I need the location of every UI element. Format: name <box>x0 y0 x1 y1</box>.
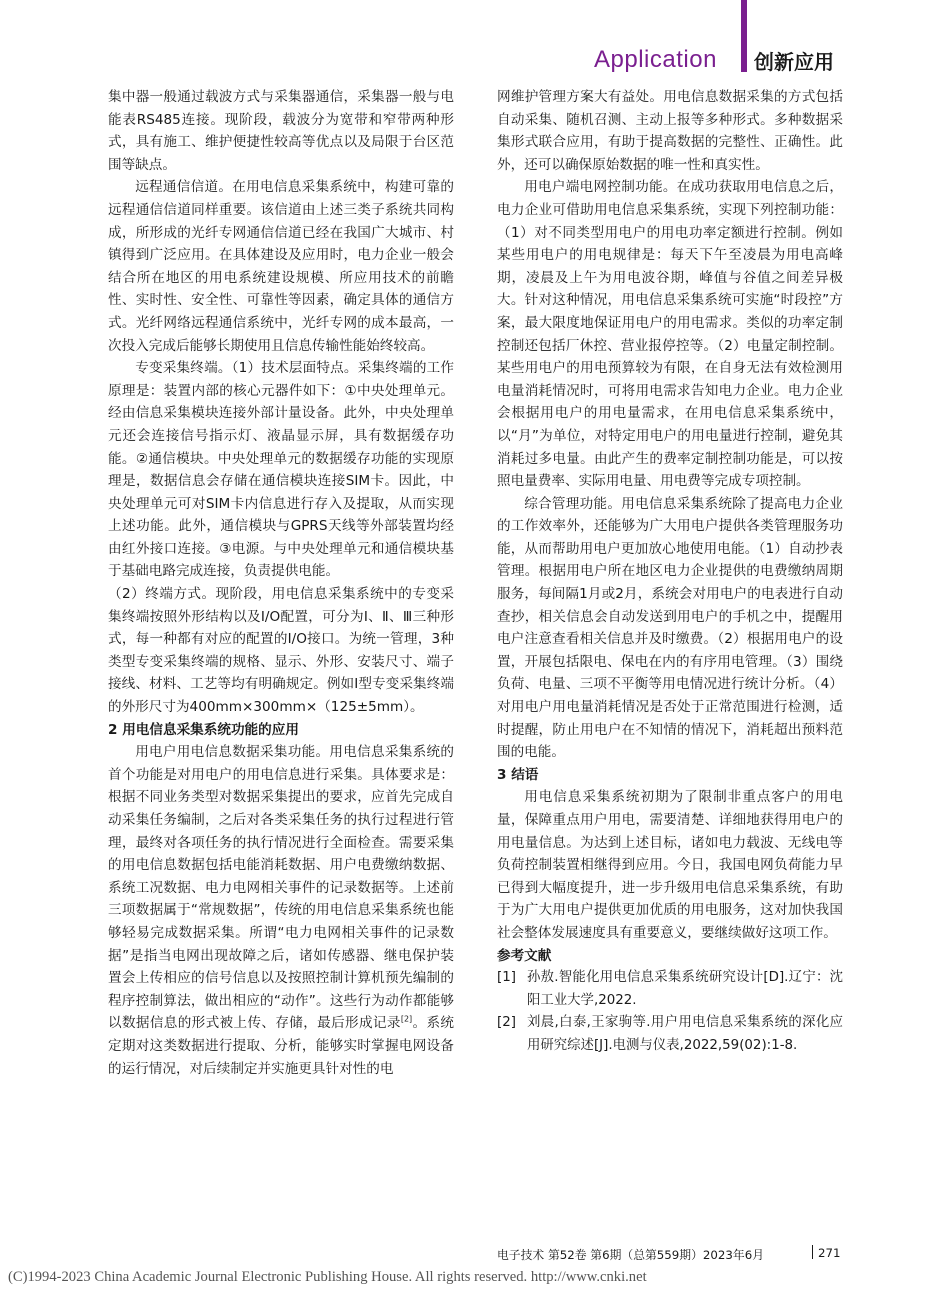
header-accent-bar <box>741 0 747 72</box>
reference-number: [1] <box>497 970 516 986</box>
paragraph-special-terminal: 专变采集终端。（1）技术层面特点。采集终端的工作原理是：装置内部的核心元器件如下：①中央处理单元。经由信息采集模块连接外部计量设备。此外，中央处理单元还会连接信号指示灯、液晶显示屏，具有数据缓存功能。②通信模块。中央处理单元的数据缓存功能的实现原理是，数据信息会存储在通信模块连接SIM卡。因此，中央处理单元可对SIM卡内信息进行存入及提取，从而实现上述功能。此外，通信模块与GPRS天线等外部装置均经由红外接口连接。③电源。与中央处理单元和通信模块基于基础电路完成连接，负责提供电能。 <box>108 360 454 580</box>
paragraph-grid-control: 用电户端电网控制功能。在成功获取用电信息之后，电力企业可借助用电信息采集系统，实现下列控制功能：（1）对不同类型用电户的用电功率定额进行控制。例如某些用电户的用电规律是：每天下午至凌晨为用电高峰期，凌晨及上午为用电波谷期，峰值与谷值之间差异极大。针对这种情况，用电信息采集系统可实施“时段控”方案，最大限度地保证用电户的用电需求。类似的功率定制控制还包括厂休控、营业报停控等。（2）电量定制控制。某些用电户的用电预算较为有限，在自身无法有效检测用电量消耗情况时，可将用电需求告知电力企业。电力企业会根据用电户的用电量需求，在用电信息采集系统中，以“月”为单位，对特定用电户的用电量进行控制，避免其消耗过多电量。由此产生的费率定制控制功能是，可以按照电量费率、实际用电量、用电费等完成专项控制。 <box>497 179 843 490</box>
paragraph-conclusion: 用电信息采集系统初期为了限制非重点客户的用电量，保障重点用户用电，需要清楚、详细地获得用电户的用电量信息。为达到上述目标，诸如电力载波、无线电等负荷控制装置相继得到应用。今日，我国电网负荷能力早已得到大幅度提升，进一步升级用电信息采集系统，有助于为广大用电户提供更加优质的用电服务，这对加快我国社会整体发展速度具有重要意义，要继续做好这项工作。 <box>497 789 843 941</box>
page-header <box>0 0 950 80</box>
page-number: 271 <box>818 1246 841 1260</box>
paragraph-carrier: 集中器一般通过载波方式与采集器通信，采集器一般与电能表RS485连接。现阶段，载波分为宽带和窄带两种形式，具有施工、维护便捷性较高等优点以及局限于台区范围等缺点。 <box>108 89 454 173</box>
paragraph-data-collection-tail: 。系统定期对这类数据进行提取、分析，能够实时掌握电网设备的运行情况，对后续制定并实施更具针对性的电 <box>108 1015 455 1077</box>
reference-list <box>497 967 843 1057</box>
section-heading-2: 2 用电信息采集系统功能的应用 <box>108 721 299 738</box>
footer-divider <box>812 1245 813 1259</box>
reference-item <box>497 967 843 1012</box>
footer-journal-info: 电子技术 第52卷 第6期（总第559期）2023年6月 <box>497 1248 765 1262</box>
paragraph-maintenance: 网维护管理方案大有益处。用电信息数据采集的方式包括自动采集、随机召测、主动上报等多种形式。多种数据采集形式联合应用，有助于提高数据的完整性、正确性。此外，还可以确保原始数据的唯一性和真实性。 <box>497 89 843 173</box>
header-section-title: 创新应用 <box>754 50 834 74</box>
right-column <box>497 86 843 1058</box>
section-heading-3: 3 结语 <box>497 766 539 783</box>
reference-item <box>497 1012 843 1057</box>
citation-2[interactable]: [2] <box>400 1014 413 1024</box>
paragraph-data-collection <box>108 741 454 1080</box>
paragraph-data-collection-text: 用电户用电信息数据采集功能。用电信息采集系统的首个功能是对用电户的用电信息进行采集。具体要求是：根据不同业务类型对数据采集提出的要求，应首先完成自动采集任务编制，之后对各类采集任务的执行过程进行管理，最终对各项任务的执行情况进行全面检查。需要采集的用电信息数据包括电能消耗数据、用户电费缴纳数据、系统工况数据、电力电网相关事件的记录数据等。上述前三项数据属于“常规数据”，传统的用电信息采集系统也能够轻易完成数据采集。所谓“电力电网相关事件的记录数据”是指当电网出现故障之后，诸如传感器、继电保护装置会上传相应的信号信息以及按照控制计算机预先编制的程序控制算法，做出相应的“动作”。这些行为动作都能够以数据信息的形式被上传、存储，最后形成记录 <box>108 744 454 1032</box>
reference-text: 刘晨,白泰,王家驹等.用户用电信息采集系统的深化应用研究综述[J].电测与仪表,2022,59(02):1-8. <box>527 1015 843 1053</box>
paragraph-management: 综合管理功能。用电信息采集系统除了提高电力企业的工作效率外，还能够为广大用电户提供各类管理服务功能，从而帮助用电户更加放心地使用电能。（1）自动抄表管理。根据用电户所在地区电力企业提供的电费缴纳周期服务，每间隔1月或2月，系统会对用电户的电表进行自动查抄，相关信息会自动发送到用电户的手机之中，提醒用电户注意查看相关信息并及时缴费。（2）根据用电户的设置，开展包括限电、保电在内的有序用电管理。（3）围绕负荷、电量、三项不平衡等用电情况进行统计分析。（4）对用电户用电量消耗情况是否处于正常范围进行检测，适时提醒，防止用电户在不知情的情况下，消耗超出预料范围的电能。 <box>497 495 843 761</box>
header-application-label: Application <box>594 46 717 73</box>
copyright-notice: (C)1994-2023 China Academic Journal Electronic Publishing House. All rights reserved. http://www.cnki.net <box>8 1269 647 1285</box>
paragraph-remote-channel: 远程通信信道。在用电信息采集系统中，构建可靠的远程通信信道同样重要。该信道由上述三类子系统共同构成，所形成的光纤专网通信信道已经在我国广大城市、村镇得到广泛应用。在具体建设及应用时，电力企业一般会结合所在地区的用电系统建设规模、所应用技术的前瞻性、实时性、安全性、可靠性等因素，确定具体的通信方式。光纤网络远程通信系统中，光纤专网的成本最高，一次投入完成后能够长期使用且信息传输性能始终较高。 <box>108 179 454 354</box>
left-column <box>108 86 454 1080</box>
reference-number: [2] <box>497 1015 516 1031</box>
references-heading: 参考文献 <box>497 947 552 964</box>
paragraph-terminal-mode: （2）终端方式。现阶段，用电信息采集系统中的专变采集终端按照外形结构以及I/O配置，可分为Ⅰ、Ⅱ、Ⅲ三种形式，每一种都有对应的配置的I/O接口。为统一管理，3种类型专变采集终端的规格、显示、外形、安装尺寸、端子接线、材料、工艺等均有明确规定。例如Ⅰ型专变采集终端的外形尺寸为400mm×300mm×（125±5mm）。 <box>108 586 454 716</box>
reference-text: 孙敖.智能化用电信息采集系统研究设计[D].辽宁：沈阳工业大学,2022. <box>527 970 843 1008</box>
